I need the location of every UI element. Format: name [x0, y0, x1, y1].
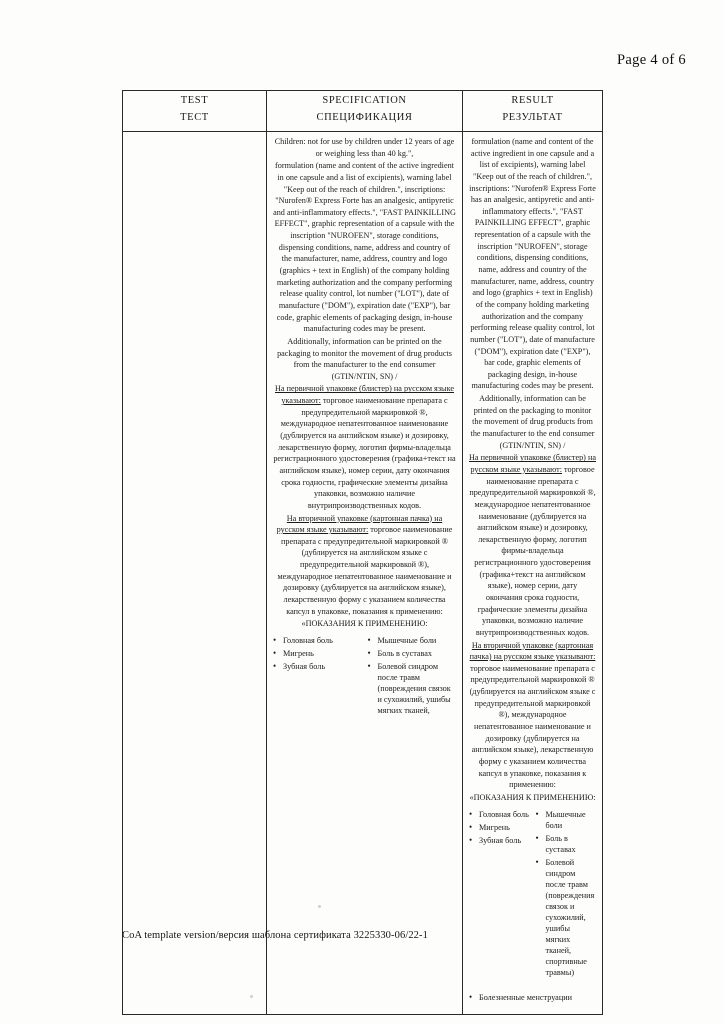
spec-primary-pack-text: торговое наименование препарата с предупредительной маркировкой ®, международное непатентованное наименование (дублируется на английском языке) и дозировку, лекарственную форму, логотип фирмы-владельца регистрационного удостоверения (графика+текст на английском языке), номер серии, дату окончания срока годности, графические элементы дизайна упаковки, возможно наличие внутрипроизводственных кодов.: [273, 396, 456, 510]
list-item: • Зубная боль: [469, 835, 530, 846]
table-header-row: [123, 91, 603, 132]
column-header-test-en: TEST: [180, 95, 209, 106]
result-primary-pack-lead: На первичной упаковке (блистер) на русском языке указывают:: [469, 453, 596, 474]
spec-bullets-left-column: [273, 632, 362, 718]
column-header-specification-ru: СПЕЦИФИКАЦИЯ: [316, 112, 413, 123]
list-item: • Мышечные боли: [368, 635, 457, 646]
specification-table: [122, 90, 603, 1015]
result-paragraph-2: Additionally, information can be printed on the packaging to monitor the movement of drug products from the manufacturer to the end consumer (GTIN/NTIN, SN) /: [470, 394, 595, 450]
spec-indications-title: «ПОКАЗАНИЯ К ПРИМЕНЕНИЮ:: [301, 619, 428, 629]
result-secondary-pack-block: [469, 640, 596, 791]
spec-primary-pack-lead: На первичной упаковке (блистер) на русском языке указывают:: [275, 384, 454, 406]
list-item: • Боль в суставах: [368, 648, 457, 659]
spec-paragraph-2: formulation (name and content of the active ingredient in one capsule and a list of excipients), warning label "Keep out of the reach of children.", inscriptions: "Nurofen® Express Forte has an analgesic, antipyretic and anti-inflammatory effects.", "FAST PAINKILLING EFFECT", graphic representation of a capsule with the inscription "NUROFEN", storage conditions, dispensing conditions, name, address and country of the manufacturer, name, address, country and logo (graphics + text in English) of the company holding marketing authorization and the company performing release quality control, lot number ("LOT"), date of manufacture ("DOM"), expiration date ("EXP"), bar code, graphic elements of packaging design, in-house manufacturing codes may be present.: [273, 161, 456, 334]
spec-bullet-list-left: [273, 635, 362, 672]
spec-bullets-right-column: [368, 632, 457, 718]
result-indications-bullets: [469, 806, 596, 981]
column-header-specification-en: SPECIFICATION: [322, 95, 407, 106]
cell-test-empty: [123, 132, 267, 1015]
list-item: • Болевой синдром после травм (повреждения связок и сухожилий, ушибы мягких тканей, спортивные травмы): [536, 857, 597, 979]
table-row: [123, 132, 603, 1015]
list-item: • Головная боль: [469, 809, 530, 820]
spec-secondary-pack-lead: На вторичной упаковке (картонная пачка) на русском языке указывают:: [276, 513, 443, 535]
column-header-result: [463, 91, 603, 132]
spec-primary-pack-block: [273, 383, 456, 511]
result-paragraph-1: formulation (name and content of the active ingredient in one capsule and a list of excipients), warning label "Keep out of the reach of children.", inscriptions: "Nurofen® Express Forte has an analgesic, antipyretic and anti-inflammatory effects.", "FAST PAINKILLING EFFECT", graphic representation of a capsule with the inscription "NUROFEN", storage conditions, dispensing conditions, name, address and country of the manufacturer, name, address, country and logo (graphics + text in English) of the company holding marketing authorization and the company performing release quality control, lot number ("LOT"), date of manufacture ("DOM"), expiration date ("EXP"), bar code, graphic elements of packaging design, in-house manufacturing codes may be present.: [469, 137, 596, 391]
column-header-result-ru: РЕЗУЛЬТАТ: [502, 112, 563, 123]
list-item: • Боль в суставах: [536, 833, 597, 855]
column-header-specification: [267, 91, 463, 132]
page-number: Page 4 of 6: [617, 52, 686, 68]
spec-bullet-list-right: [368, 635, 457, 716]
spec-secondary-pack-text: торговое наименование препарата с предупредительной маркировкой ® (дублируется на английском языке с предупредительной маркировкой ®), международное непатентованное наименование и дозировку (дублируется на английском языке), лекарственную форму с указанием количества капсул в упаковке, показания к применению:: [277, 525, 453, 616]
result-secondary-pack-lead: На вторичной упаковке (картонная пачка) на русском языке указывают:: [469, 640, 596, 662]
spec-paragraph-3: Additionally, information can be printed on the packaging to monitor the movement of drug products from the manufacturer to the end consumer (GTIN/NTIN, SN) /: [277, 336, 452, 381]
column-header-test-ru: ТЕСТ: [180, 112, 209, 123]
list-item: • Болезненные менструации: [469, 992, 596, 1003]
result-indications-title: «ПОКАЗАНИЯ К ПРИМЕНЕНИЮ:: [469, 792, 596, 802]
result-primary-pack-block: [469, 452, 596, 638]
scan-speck: [318, 905, 321, 908]
result-bullet-list-right: [536, 809, 597, 979]
result-bullet-list-extra: [469, 992, 596, 1003]
footer-template-version: CoA template version/версия шаблона сертификата 3225330-06/22-1: [122, 930, 428, 941]
scan-speck: [250, 995, 253, 998]
list-item: • Мигрень: [469, 822, 530, 833]
result-bullet-list-left: [469, 809, 530, 846]
result-secondary-pack-text: торговое наименование препарата с предупредительной маркировкой ® (дублируется на английском языке с предупредительной маркировкой ®), международное непатентованное наименование и дозировку (дублируется на английском языке), лекарственную форму с указанием количества капсул в упаковке, показания к применению:: [469, 663, 596, 790]
list-item: • Головная боль: [273, 635, 362, 646]
list-item: • Болевой синдром после травм (повреждения связок и сухожилий, ушибы мягких тканей,: [368, 661, 457, 716]
spec-indications-bullets: [273, 632, 456, 718]
cell-specification: [267, 132, 463, 1015]
spec-paragraph-1: Children: not for use by children under 12 years of age or weighing less than 40 kg.",: [274, 137, 455, 158]
result-primary-pack-text: торговое наименование препарата с предупредительной маркировкой ®, международное непатентованное наименование (дублируется на английском языке) и дозировку, лекарственную форму, логотип фирмы-владельца регистрационного удостоверения (графика+текст на английском языке), номер серии, дату окончания срока годности, графические элементы дизайна упаковки, возможно наличие внутрипроизводственных кодов.: [469, 464, 596, 637]
list-item: • Зубная боль: [273, 661, 362, 672]
column-header-result-en: RESULT: [511, 95, 554, 106]
column-header-test: [123, 91, 267, 132]
list-item: • Мигрень: [273, 648, 362, 659]
spec-secondary-pack-block: [273, 513, 456, 618]
result-bullets-right-column: [536, 806, 597, 981]
result-bullets-left-column: [469, 806, 530, 981]
cell-result: [463, 132, 603, 1015]
list-item: • Мышечные боли: [536, 809, 597, 831]
